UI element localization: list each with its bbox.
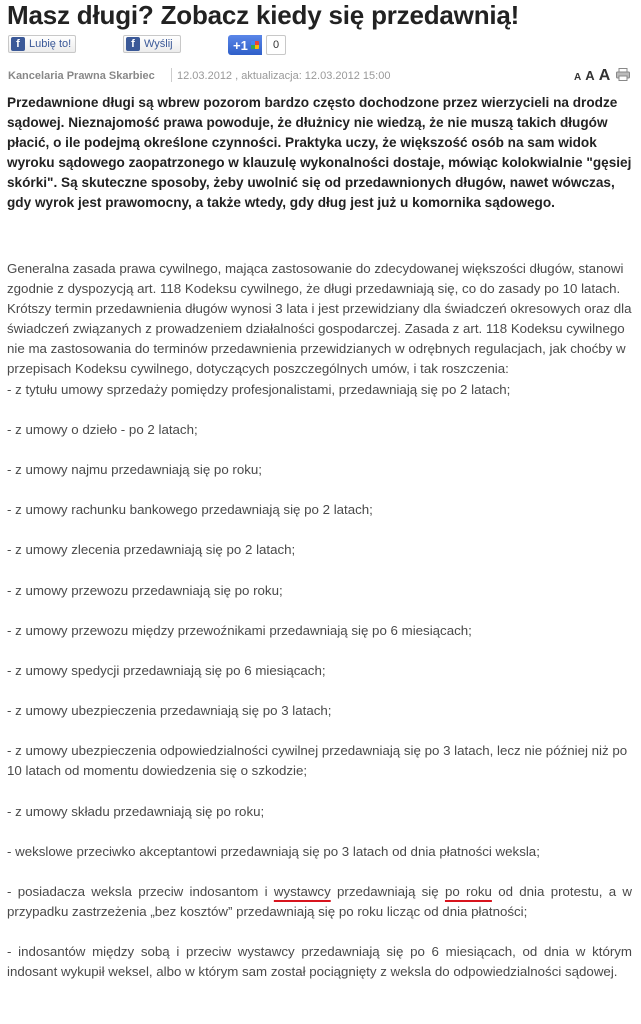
underlined-term-po-roku: po roku bbox=[444, 883, 492, 899]
publish-date: 12.03.2012 , aktualizacja: 12.03.2012 15:00 bbox=[177, 70, 391, 82]
article-meta bbox=[7, 67, 634, 85]
facebook-send-button[interactable] bbox=[123, 35, 181, 53]
font-small-button[interactable]: A bbox=[574, 72, 582, 83]
list-item: - z umowy ubezpieczenia przedawniają się po 3 latach; bbox=[7, 703, 332, 719]
article-lead: Przedawnione długi są wbrew pozorom bardzo często dochodzone przez wierzycieli na drodze sądowej. Nieznajomość prawa powoduje, że dłużnicy nie wiedzą, że nie muszą takich długów płacić, o ile podejmą określone czynności. Praktyka uczy, że większość osób na sam widok wyroku sądowego zaopatrzonego w klauzulę wykonalności dostaje, mówiąc kolokwialnie "gęsiej skórki". Są skuteczne sposoby, żeby uwolnić się od przedawnionych długów, nawet wówczas, gdy wyrok jest prawomocny, a także wtedy, gdy dług jest już u komornika sądowego. bbox=[7, 95, 632, 210]
font-size-controls bbox=[574, 67, 611, 85]
send-label: Wyślij bbox=[144, 38, 173, 50]
google-plus-button[interactable] bbox=[228, 35, 286, 55]
list-item-weksel: - posiadacza weksla przeciw indosantom i wystawcy przedawniają się po roku od dnia protestu, a w przypadku zastrzeżenia „bez kosztów” przedawniają się po roku licząc od dnia płatności; bbox=[7, 883, 633, 919]
article-title: Masz długi? Zobacz kiedy się przedawnią! bbox=[7, 0, 520, 30]
list-item: - z umowy spedycji przedawniają się po 6 miesiącach; bbox=[7, 662, 326, 678]
google-plus-count: 0 bbox=[266, 35, 286, 55]
like-label: Lubię to! bbox=[29, 38, 72, 50]
list-item: - wekslowe przeciwko akceptantowi przedawniają się po 3 latach od dnia płatności weksla; bbox=[7, 843, 540, 859]
print-icon[interactable] bbox=[616, 68, 630, 81]
list-item: - z umowy przewozu między przewoźnikami przedawniają się po 6 miesiącach; bbox=[7, 622, 472, 638]
facebook-icon: f bbox=[126, 37, 140, 51]
google-plus-icon[interactable]: +1 bbox=[228, 35, 262, 55]
author-link[interactable]: Kancelaria Prawna Skarbiec bbox=[8, 70, 155, 82]
facebook-icon: f bbox=[11, 37, 25, 51]
list-item: - z umowy zlecenia przedawniają się po 2 latach; bbox=[7, 542, 296, 558]
list-item: - z umowy rachunku bankowego przedawniają się po 2 latach; bbox=[7, 502, 373, 518]
list-item: - z umowy o dzieło - po 2 latach; bbox=[7, 421, 198, 437]
intro-paragraph: Generalna zasada prawa cywilnego, mająca zastosowanie do zdecydowanej większości długów, stanowi zgodnie z dyspozycją art. 118 Kodeksu cywilnego, że długi przedawniają się, co do zasady po 10 latach. Krótszy termin przedawnienia długów wynosi 3 lata i jest przewidziany dla świadczeń okresowych oraz dla świadczeń związanych z prowadzeniem działalności gospodarczej. Zasada z art. 118 Kodeksu cywilnego nie ma zastosowania do terminów przedawnienia przewidzianych w odrębnych regulacjach, jak choćby w przepisach Kodeksu cywilnego, dotyczących poszczególnych umów, i tak roszczenia: bbox=[7, 261, 632, 377]
social-bar bbox=[0, 34, 641, 56]
list-item: - z umowy najmu przedawniają się po roku; bbox=[7, 461, 262, 477]
list-item: - indosantów między sobą i przeciw wystawcy przedawniają się po 6 miesiącach, od dnia w którym indosant wykupił weksel, albo w którym sam został pociągnięty z weksla do odpowiedzialności sądowej. bbox=[7, 944, 632, 980]
article-body bbox=[7, 259, 632, 982]
list-item: - z umowy przewozu przedawniają się po roku; bbox=[7, 582, 283, 598]
font-medium-button[interactable]: A bbox=[585, 68, 595, 83]
list-item: - z umowy ubezpieczenia odpowiedzialności cywilnej przedawniają się po 3 latach, lecz nie później niż po 10 latach od momentu dowiedzenia się o szkodzie; bbox=[7, 743, 628, 779]
meta-divider bbox=[171, 68, 172, 82]
font-large-button[interactable]: A bbox=[598, 67, 611, 84]
facebook-like-button[interactable] bbox=[8, 35, 76, 53]
list-item: - z umowy składu przedawniają się po roku; bbox=[7, 803, 265, 819]
underlined-term-wystawcy: wystawcy bbox=[273, 883, 331, 899]
list-item: - z tytułu umowy sprzedaży pomiędzy profesjonalistami, przedawniają się po 2 latach; bbox=[7, 381, 511, 397]
